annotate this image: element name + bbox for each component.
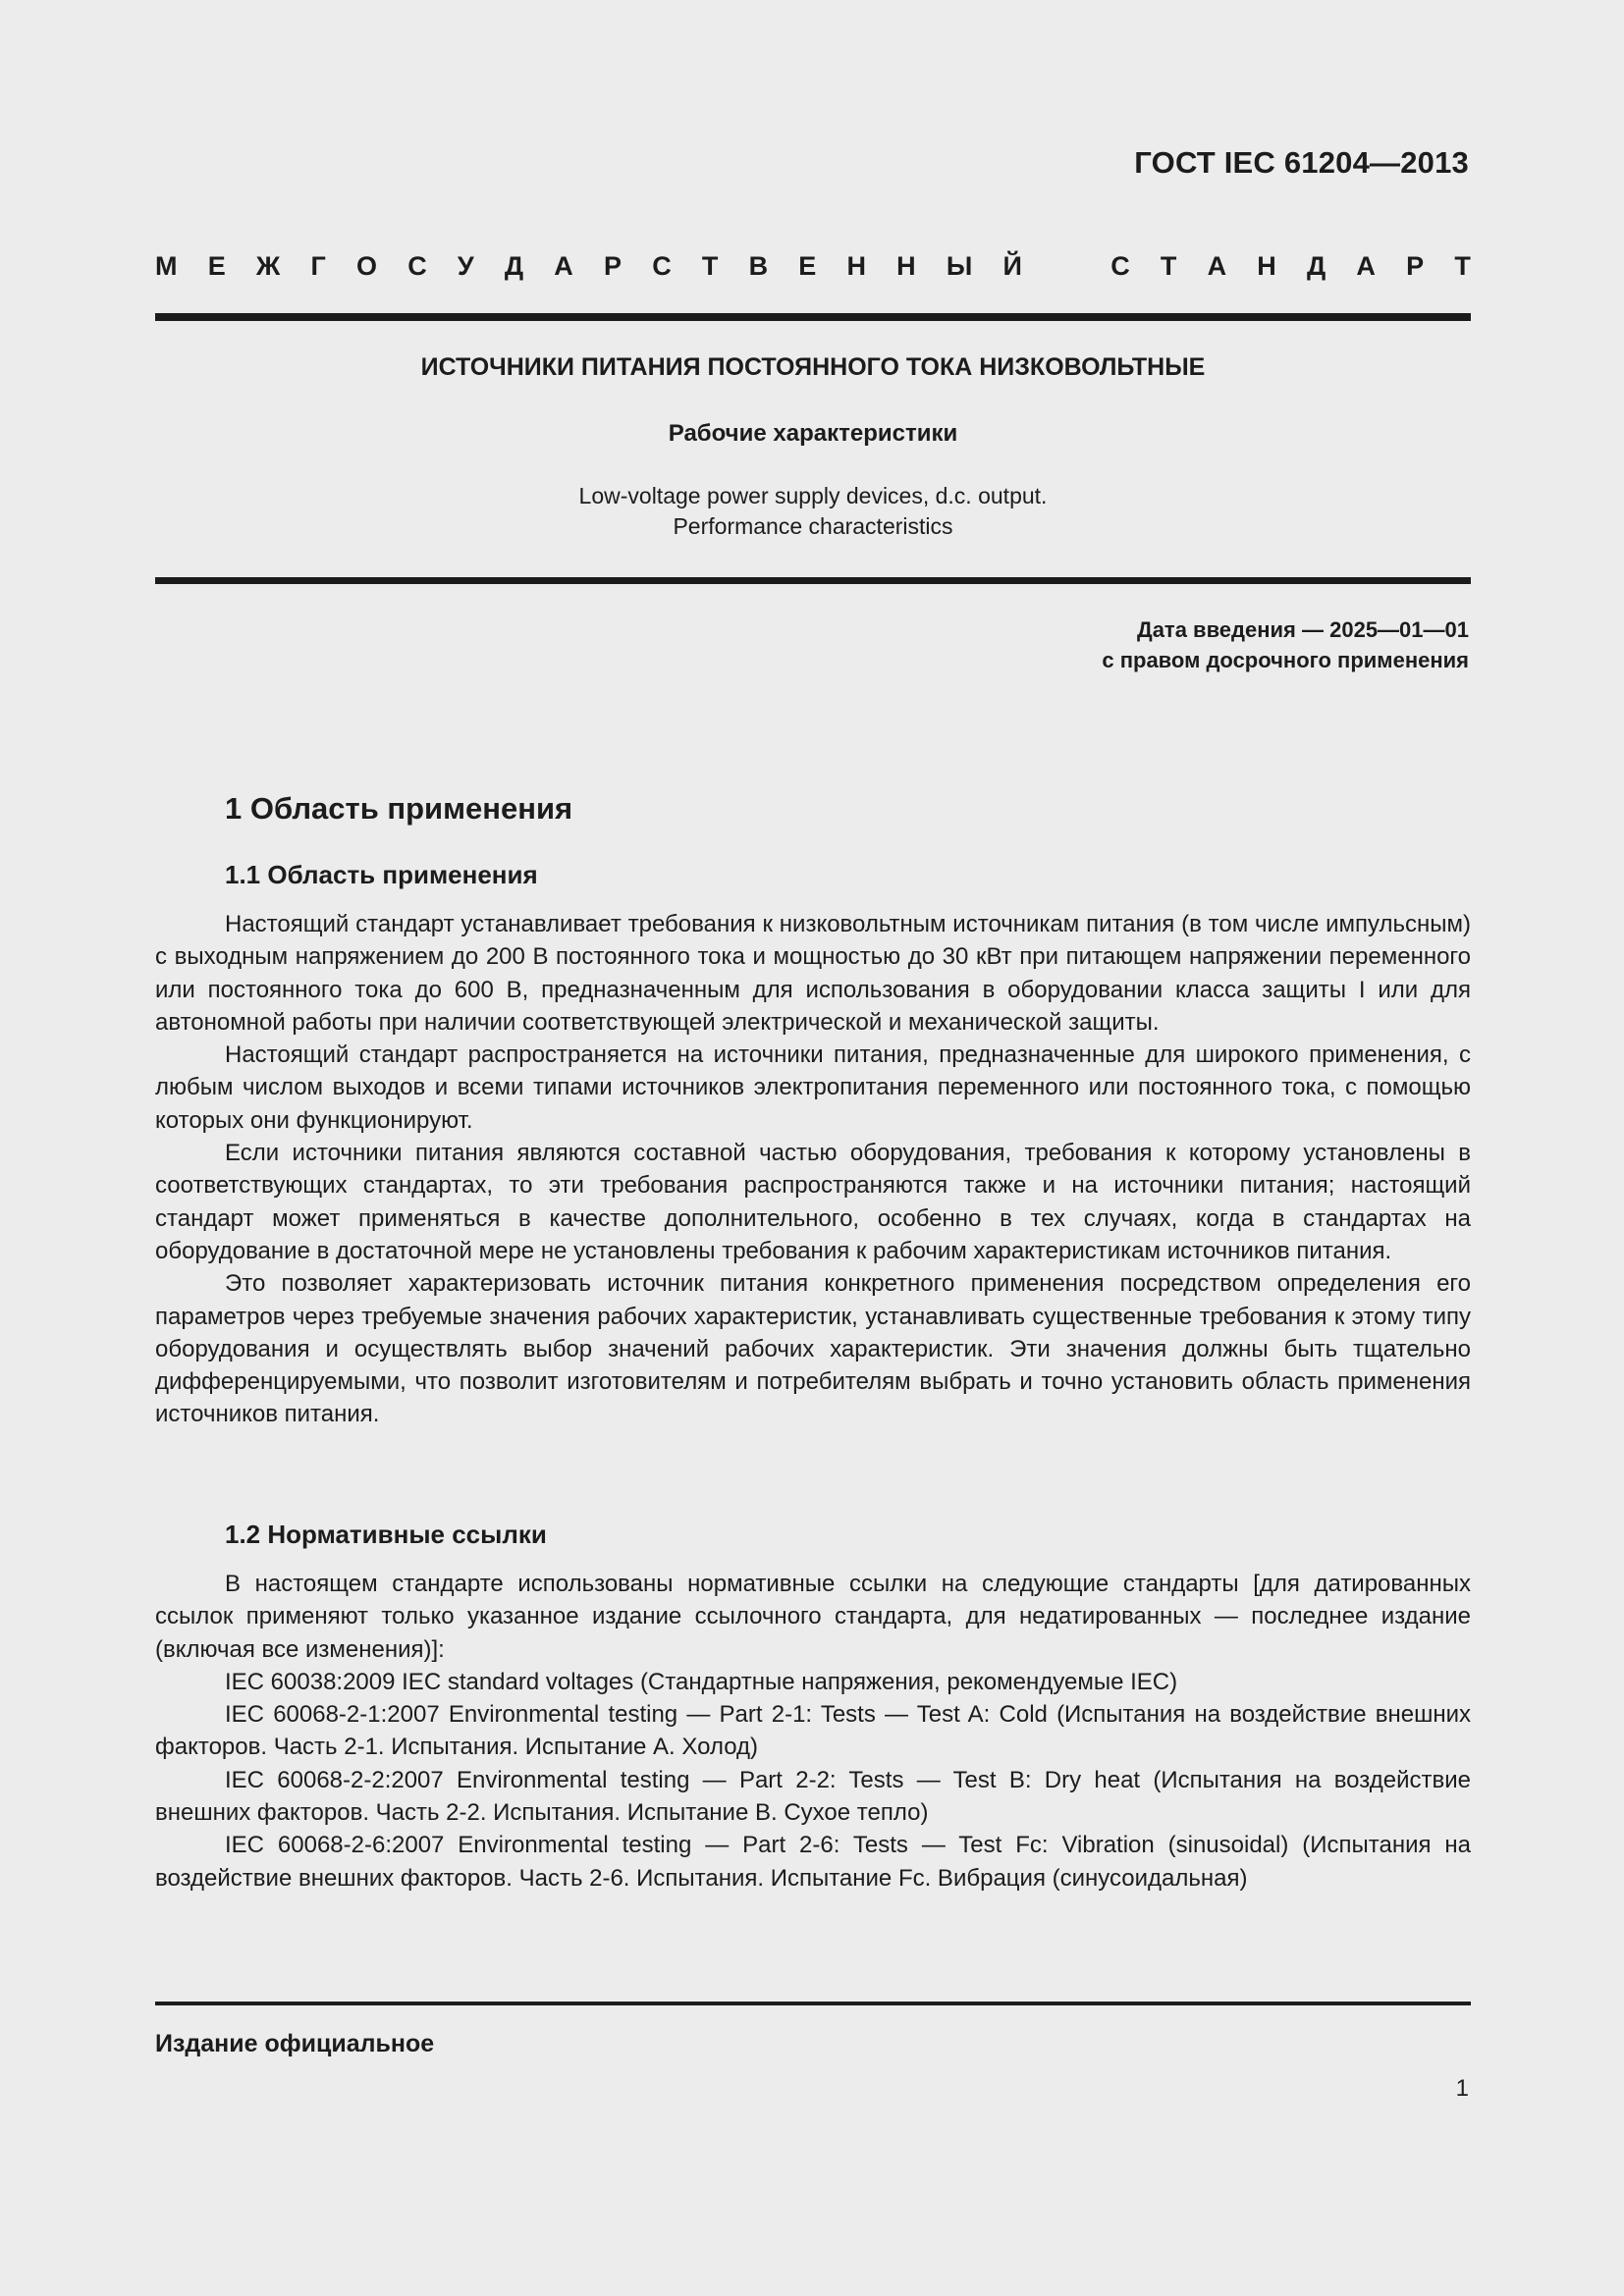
standard-type-letter: Н <box>846 251 866 281</box>
standard-type-letter: В <box>748 251 769 281</box>
title-rule <box>155 577 1471 584</box>
standard-type-letter: А <box>554 251 573 281</box>
standard-type-letter: Г <box>310 251 326 281</box>
standard-type-letter: Р <box>1406 251 1425 281</box>
page-number: 1 <box>1455 2075 1469 2102</box>
subsection-1-1-body <box>155 908 1471 1431</box>
subsection-1-1-heading: 1.1 Область применения <box>225 860 538 889</box>
subsection-1-2-body <box>155 1568 1471 1895</box>
reference-item: IEC 60068-2-1:2007 Environmental testing — Part 2-1: Tests — Test A: Cold (Испытания на воздействие внешних факторов. Часть 2-1. Испытания. Испытание А. Холод) <box>155 1701 1471 1761</box>
reference-item: IEC 60068-2-6:2007 Environmental testing — Part 2-6: Tests — Test Fc: Vibration (sinusoidal) (Испытания на воздействие внешних факторов. Часть 2-6. Испытания. Испытание Fc. Вибрация (синусоидальная) <box>155 1832 1471 1892</box>
paragraph: Это позволяет характеризовать источник питания конкретного применения посредством определения его параметров через требуемые значения рабочих характеристик, устанавливать существенные требования к этому типу оборудования и осуществлять выбор значений рабочих характеристик. Эти значения должны быть тщательно дифференцируемыми, что позволит изготовителям и потребителям выбрать и точно установить область применения источников питания. <box>155 1270 1471 1428</box>
reference-item: IEC 60038:2009 IEC standard voltages (Стандартные напряжения, рекомендуемые IEC) <box>225 1668 1178 1695</box>
document-subtitle: Рабочие характеристики <box>668 420 958 447</box>
introduction-date-block <box>1102 614 1469 675</box>
introduction-date: Дата введения — 2025—01—01 <box>1137 617 1469 642</box>
header-rule <box>155 313 1471 321</box>
section-1-heading: 1 Область применения <box>225 791 573 826</box>
standard-type-letter: С <box>407 251 427 281</box>
paragraph: В настоящем стандарте использованы нормативные ссылки на следующие стандарты [для датированных ссылок применяют только указанное издание ссылочного стандарта, для недатированных — последнее издание (включая все изменения)]: <box>155 1571 1471 1663</box>
standard-type-letter: Ж <box>255 251 281 281</box>
standard-type-letter: С <box>652 251 672 281</box>
document-title: ИСТОЧНИКИ ПИТАНИЯ ПОСТОЯННОГО ТОКА НИЗКОВОЛЬТНЫЕ <box>420 353 1206 381</box>
early-application-note: с правом досрочного применения <box>1102 648 1469 672</box>
paragraph: Настоящий стандарт распространяется на источники питания, предназначенные для широкого применения, с любым числом выходов и всеми типами источников электропитания переменного или постоянного тока, с помощью которых они функционируют. <box>155 1041 1471 1134</box>
paragraph: Если источники питания являются составной частью оборудования, требования к которому установлены в соответствующих стандартах, то эти требования распространяются также и на источники питания; настоящий стандарт может применяться в качестве дополнительного, особенно в тех случаях, когда в стандартах на оборудование в достаточной мере не установлены требования к рабочим характеристикам источников питания. <box>155 1140 1471 1264</box>
standard-type-letter: У <box>457 251 474 281</box>
standard-type-letter: О <box>355 251 377 281</box>
standard-type-letter: Р <box>603 251 622 281</box>
standard-type-letter: Т <box>701 251 719 281</box>
standard-type-letter: Д <box>504 251 524 281</box>
subsection-1-2-heading: 1.2 Нормативные ссылки <box>225 1520 547 1549</box>
standard-type-letter: Н <box>896 251 916 281</box>
standard-type-letter: Е <box>798 251 817 281</box>
english-title-line-1: Low-voltage power supply devices, d.c. output. <box>578 483 1048 508</box>
standard-type-letter: А <box>1207 251 1227 281</box>
paragraph: Настоящий стандарт устанавливает требования к низковольтным источникам питания (в том числе импульсным) с выходным напряжением до 200 В постоянного тока и мощностью до 30 кВт при питающем напряжении переменного или постоянного тока до 600 В, предназначенным для использования в оборудовании класса защиты I или для автономной работы при наличии соответствующей электрической и механической защиты. <box>155 911 1471 1036</box>
standard-type-letter: Т <box>1160 251 1177 281</box>
standard-type-line <box>155 251 1471 282</box>
document-number: ГОСТ IEC 61204—2013 <box>1134 145 1469 180</box>
standard-type-letter: Н <box>1257 251 1276 281</box>
reference-item: IEC 60068-2-2:2007 Environmental testing — Part 2-2: Tests — Test B: Dry heat (Испытания на воздействие внешних факторов. Часть 2-2. Испытания. Испытание В. Сухое тепло) <box>155 1766 1471 1827</box>
standard-type-letter: А <box>1356 251 1376 281</box>
word-gap <box>1053 251 1080 282</box>
standard-type-letter: Д <box>1306 251 1326 281</box>
english-title <box>155 481 1471 542</box>
standard-type-letter: М <box>155 251 178 281</box>
standard-type-letter: Е <box>207 251 226 281</box>
footer-rule <box>155 2002 1471 2005</box>
edition-label: Издание официальное <box>155 2030 435 2057</box>
standard-type-letter: Й <box>1002 251 1022 281</box>
standard-type-letter: Т <box>1454 251 1471 281</box>
standard-type-letter: С <box>1110 251 1130 281</box>
standard-type-letter: Ы <box>946 251 973 281</box>
english-title-line-2: Performance characteristics <box>673 513 953 539</box>
